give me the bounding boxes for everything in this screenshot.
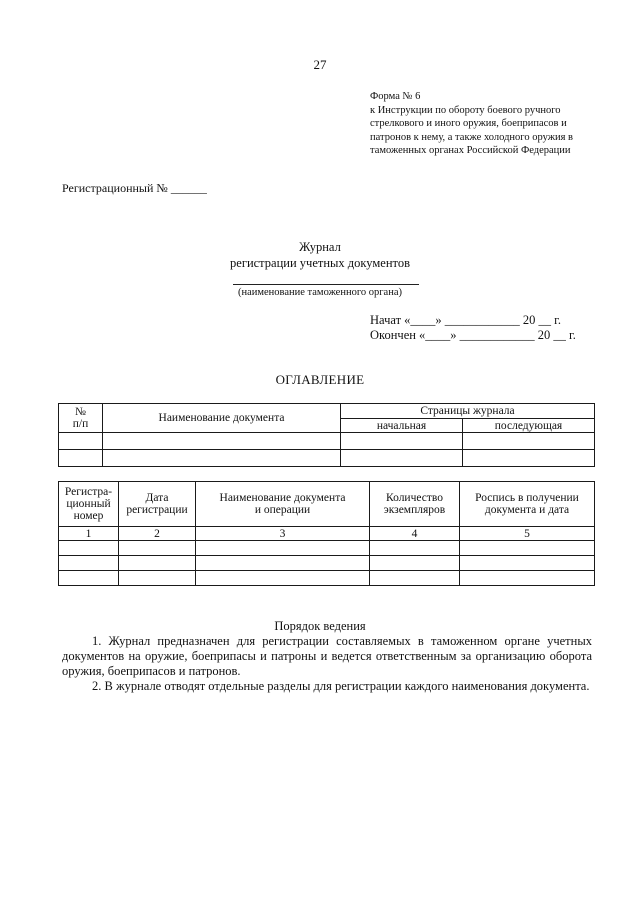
toc-col-pages: Страницы журнала xyxy=(341,404,595,419)
reg-col-document xyxy=(196,482,370,527)
header-line: документа и дата xyxy=(484,504,570,516)
page-number: 27 xyxy=(313,57,327,72)
journal-title xyxy=(0,239,640,271)
registration-table xyxy=(58,481,595,586)
toc-table xyxy=(58,403,595,467)
toc-col-number-line: № xyxy=(75,406,86,418)
table-row xyxy=(59,541,595,556)
table-cell xyxy=(59,433,103,450)
table-cell xyxy=(370,571,460,586)
table-cell xyxy=(196,571,370,586)
reg-col-copies xyxy=(370,482,460,527)
journal-title-line: Журнал xyxy=(299,240,341,254)
date-finished: Окончен «____» ____________ 20 __ г. xyxy=(370,328,576,342)
table-cell xyxy=(119,541,196,556)
toc-heading: ОГЛАВЛЕНИЕ xyxy=(275,372,365,387)
table-row xyxy=(59,556,595,571)
toc-col-number xyxy=(59,404,103,433)
table-cell xyxy=(463,433,595,450)
column-number: 3 xyxy=(196,527,370,541)
journal-subtitle-line: регистрации учетных документов xyxy=(230,256,410,270)
table-cell xyxy=(460,571,595,586)
table-cell xyxy=(196,556,370,571)
table-cell xyxy=(370,541,460,556)
table-cell xyxy=(341,433,463,450)
table-cell xyxy=(341,450,463,467)
header-line: Наименование документа xyxy=(219,492,346,504)
table-cell xyxy=(119,556,196,571)
column-number: 5 xyxy=(460,527,595,541)
table-cell xyxy=(463,450,595,467)
header-line: Количество xyxy=(386,492,443,504)
date-started: Начат «____» ____________ 20 __ г. xyxy=(370,313,562,327)
table-cell xyxy=(103,433,341,450)
header-line: регистрации xyxy=(126,504,188,516)
toc-col-start: начальная xyxy=(341,419,463,433)
column-number: 4 xyxy=(370,527,460,541)
reg-col-number xyxy=(59,482,119,527)
header-line: экземпляров xyxy=(383,504,446,516)
registration-number: Регистрационный № ______ xyxy=(62,181,207,195)
procedure-title: Порядок ведения xyxy=(274,619,366,633)
form-header xyxy=(370,90,610,158)
header-line: Дата xyxy=(145,492,169,504)
table-cell xyxy=(59,556,119,571)
header-line: и операции xyxy=(254,504,311,516)
form-header-line: стрелкового и иного оружия, боеприпасов и xyxy=(370,118,567,129)
column-number-row xyxy=(59,527,595,541)
header-line: Регистра- xyxy=(64,486,113,498)
toc-col-name: Наименование документа xyxy=(103,404,341,433)
table-cell xyxy=(103,450,341,467)
table-cell xyxy=(196,541,370,556)
table-cell xyxy=(119,571,196,586)
table-cell xyxy=(59,541,119,556)
table-cell xyxy=(370,556,460,571)
column-number: 2 xyxy=(119,527,196,541)
reg-col-signature xyxy=(460,482,595,527)
journal-dates xyxy=(370,313,576,343)
table-cell xyxy=(460,541,595,556)
table-row xyxy=(59,571,595,586)
procedure-body xyxy=(62,634,592,694)
form-header-line: таможенных органах Российской Федерации xyxy=(370,145,571,156)
table-row xyxy=(59,433,595,450)
table-cell xyxy=(59,571,119,586)
header-line: Роспись в получении xyxy=(475,492,579,504)
form-header-line: к Инструкции по обороту боевого ручного xyxy=(370,104,561,116)
form-label: Форма № 6 xyxy=(370,91,421,102)
reg-col-date xyxy=(119,482,196,527)
toc-col-next: последующая xyxy=(463,419,595,433)
table-row xyxy=(59,450,595,467)
table-cell xyxy=(460,556,595,571)
header-line: ционный xyxy=(66,498,111,510)
column-number: 1 xyxy=(59,527,119,541)
table-cell xyxy=(59,450,103,467)
org-name-line xyxy=(233,284,419,285)
procedure-paragraph: 2. В журнале отводят отдельные разделы для регистрации каждого наименования документа. xyxy=(92,679,590,693)
form-header-line: патронов к нему, а также холодного оружия в xyxy=(370,131,573,143)
org-caption: (наименование таможенного органа) xyxy=(237,287,402,298)
header-line: номер xyxy=(73,510,104,522)
toc-col-number-line: п/п xyxy=(72,418,89,430)
procedure-paragraph: 1. Журнал предназначен для регистрации составляемых в таможенном органе учетных документов на оружие, боеприпасы и патроны и ведется ответственным за организацию оборота оружия, боеприпасов и патронов. xyxy=(62,634,592,678)
